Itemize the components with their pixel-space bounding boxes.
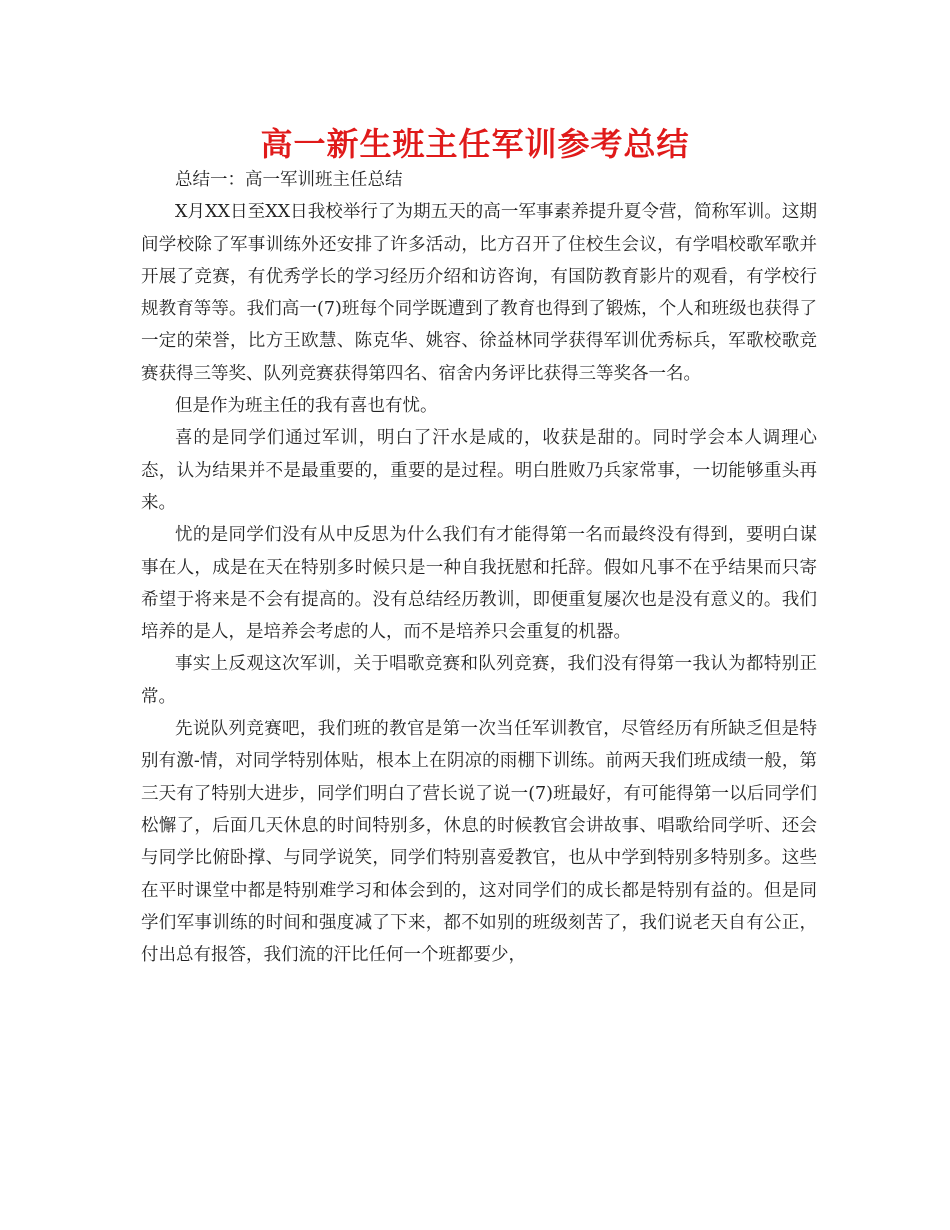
- paragraph: 忧的是同学们没有从中反思为什么我们有才能得第一名而最终没有得到，要明白谋事在人，成是在天在特别多时候只是一种自我抚慰和托辞。假如凡事不在乎结果而只寄希望于将来是不会有提高的。没有总结经历教训，即便重复屡次也是没有意义的。我们培养的是人，是培养会考虑的人，而不是培养只会重复的机器。: [141, 525, 817, 643]
- paragraph: 但是作为班主任的我有喜也有忧。: [175, 396, 438, 417]
- paragraph: 先说队列竞赛吧，我们班的教官是第一次当任军训教官，尽管经历有所缺乏但是特别有激-情，对同学特别体贴，根本上在阴凉的雨棚下训练。前两天我们班成绩一般，第三天有了特别大进步，同学们明白了营长说了说一(7)班最好，有可能得第一以后同学们松懈了，后面几天休息的时间特别多，休息的时候教官会讲故事、唱歌给同学听、还会与同学比俯卧撑、与同学说笑，同学们特别喜爱教官，也从中学到特别多特别多。这些在平时课堂中都是特别难学习和体会到的，这对同学们的成长都是特别有益的。但是同学们军事训练的时间和强度减了下来，都不如别的班级刻苦了，我们说老天自有公正，付出总有报答，我们流的汗比任何一个班都要少，: [141, 719, 817, 966]
- paragraph: 喜的是同学们通过军训，明白了汗水是咸的，收获是甜的。同时学会本人调理心态，认为结果并不是最重要的，重要的是过程。明白胜败乃兵家常事，一切能够重头再来。: [141, 428, 817, 513]
- document-body: [141, 164, 817, 971]
- paragraph: 事实上反观这次军训，关于唱歌竞赛和队列竞赛，我们没有得第一我认为都特别正常。: [141, 654, 817, 707]
- paragraph: X月XX日至XX日我校举行了为期五天的高一军事素养提升夏令营，简称军训。这期间学校除了军事训练外还安排了许多活动，比方召开了住校生会议，有学唱校歌军歌并开展了竞赛，有优秀学长的学习经历介绍和访咨询，有国防教育影片的观看，有学校行规教育等等。我们高一(7)班每个同学既遭到了教育也得到了锻炼，个人和班级也获得了一定的荣誉，比方王欧慧、陈克华、姚容、徐益林同学获得军训优秀标兵，军歌校歌竞赛获得三等奖、队列竞赛获得第四名、宿舍内务评比获得三等奖各一名。: [141, 202, 817, 384]
- document-title: 高一新生班主任军训参考总结: [260, 125, 690, 163]
- subtitle: 总结一：高一军训班主任总结: [175, 170, 403, 190]
